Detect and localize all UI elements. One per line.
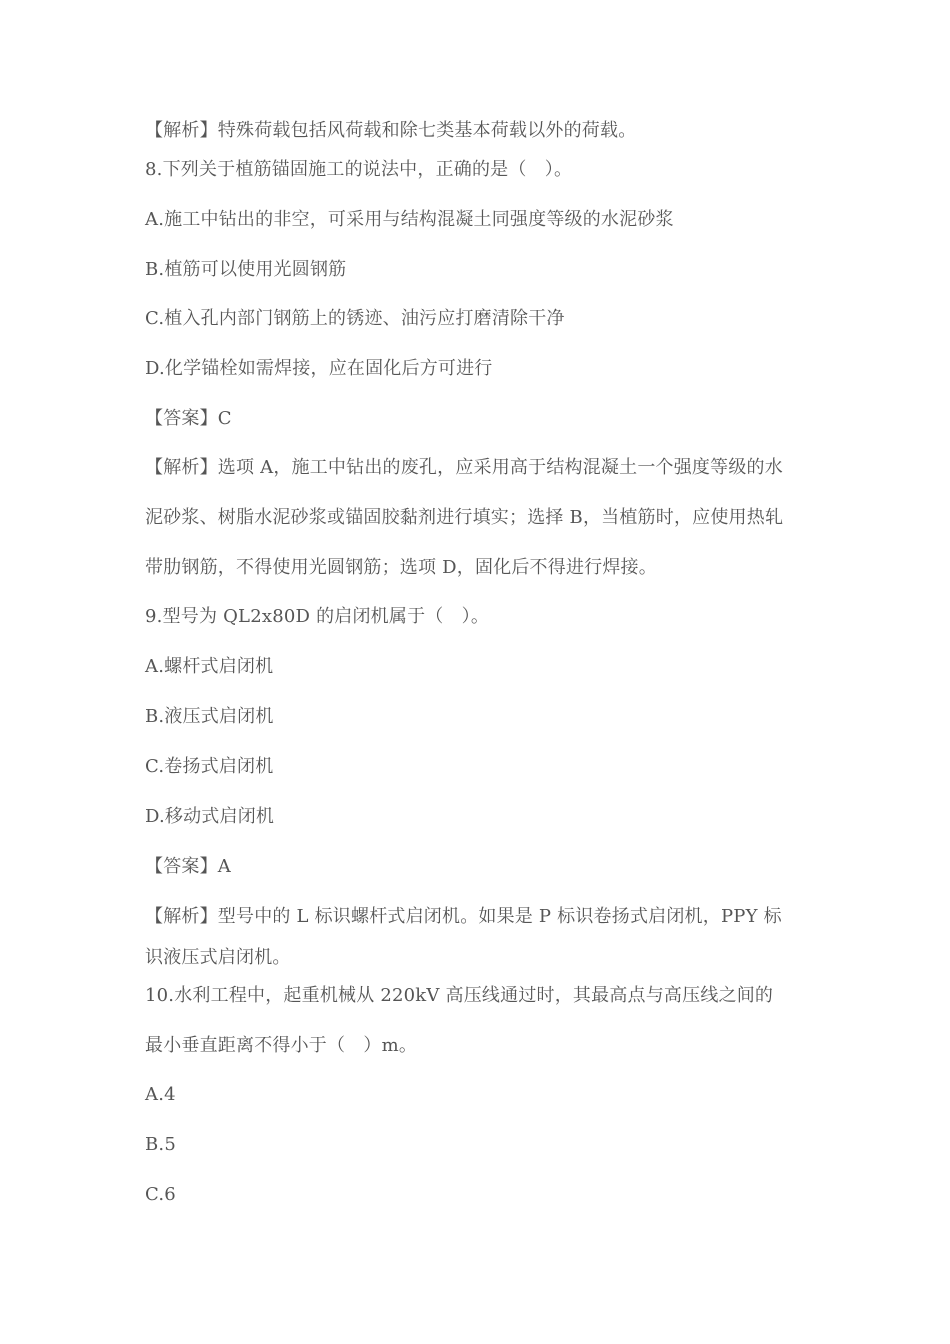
analysis-q8-line-1: 【解析】选项 A，施工中钻出的废孔，应采用高于结构混凝土一个强度等级的水 xyxy=(145,457,783,478)
question-10-stem-line-2: 最小垂直距离不得小于（ ）m。 xyxy=(145,1035,418,1056)
question-9-option-b: B.液压式启闭机 xyxy=(145,706,274,727)
question-8-option-c: C.植入孔内部门钢筋上的锈迹、油污应打磨清除干净 xyxy=(145,308,565,329)
question-9-option-d: D.移动式启闭机 xyxy=(145,806,275,827)
answer-q8: 【答案】C xyxy=(145,408,232,429)
question-10-option-b: B.5 xyxy=(145,1134,177,1155)
analysis-q9-line-2: 识液压式启闭机。 xyxy=(145,947,291,968)
question-9-stem: 9.型号为 QL2x80D 的启闭机属于（ ）。 xyxy=(145,606,490,627)
analysis-q7: 【解析】特殊荷载包括风荷载和除七类基本荷载以外的荷载。 xyxy=(145,120,637,141)
question-8-option-b: B.植筋可以使用光圆钢筋 xyxy=(145,259,347,280)
answer-q9: 【答案】A xyxy=(145,856,231,877)
question-8-option-d: D.化学锚栓如需焊接，应在固化后方可进行 xyxy=(145,358,493,379)
analysis-q8-line-2: 泥砂浆、树脂水泥砂浆或锚固胶黏剂进行填实；选择 B，当植筋时，应使用热轧 xyxy=(145,507,784,528)
analysis-q8-line-3: 带肋钢筋，不得使用光圆钢筋；选项 D，固化后不得进行焊接。 xyxy=(145,557,657,578)
question-10-option-c: C.6 xyxy=(145,1184,176,1205)
analysis-q9-line-1: 【解析】型号中的 L 标识螺杆式启闭机。如果是 P 标识卷扬式启闭机，PPY 标 xyxy=(145,906,782,927)
question-9-option-a: A.螺杆式启闭机 xyxy=(145,656,274,677)
question-8-option-a: A.施工中钻出的非空，可采用与结构混凝土同强度等级的水泥砂浆 xyxy=(145,209,674,230)
question-10-option-a: A.4 xyxy=(145,1084,176,1105)
question-9-option-c: C.卷扬式启闭机 xyxy=(145,756,274,777)
question-10-stem-line-1: 10.水利工程中，起重机械从 220kV 高压线通过时，其最高点与高压线之间的 xyxy=(145,985,774,1006)
question-8-stem: 8.下列关于植筋锚固施工的说法中，正确的是（ ）。 xyxy=(145,159,573,180)
